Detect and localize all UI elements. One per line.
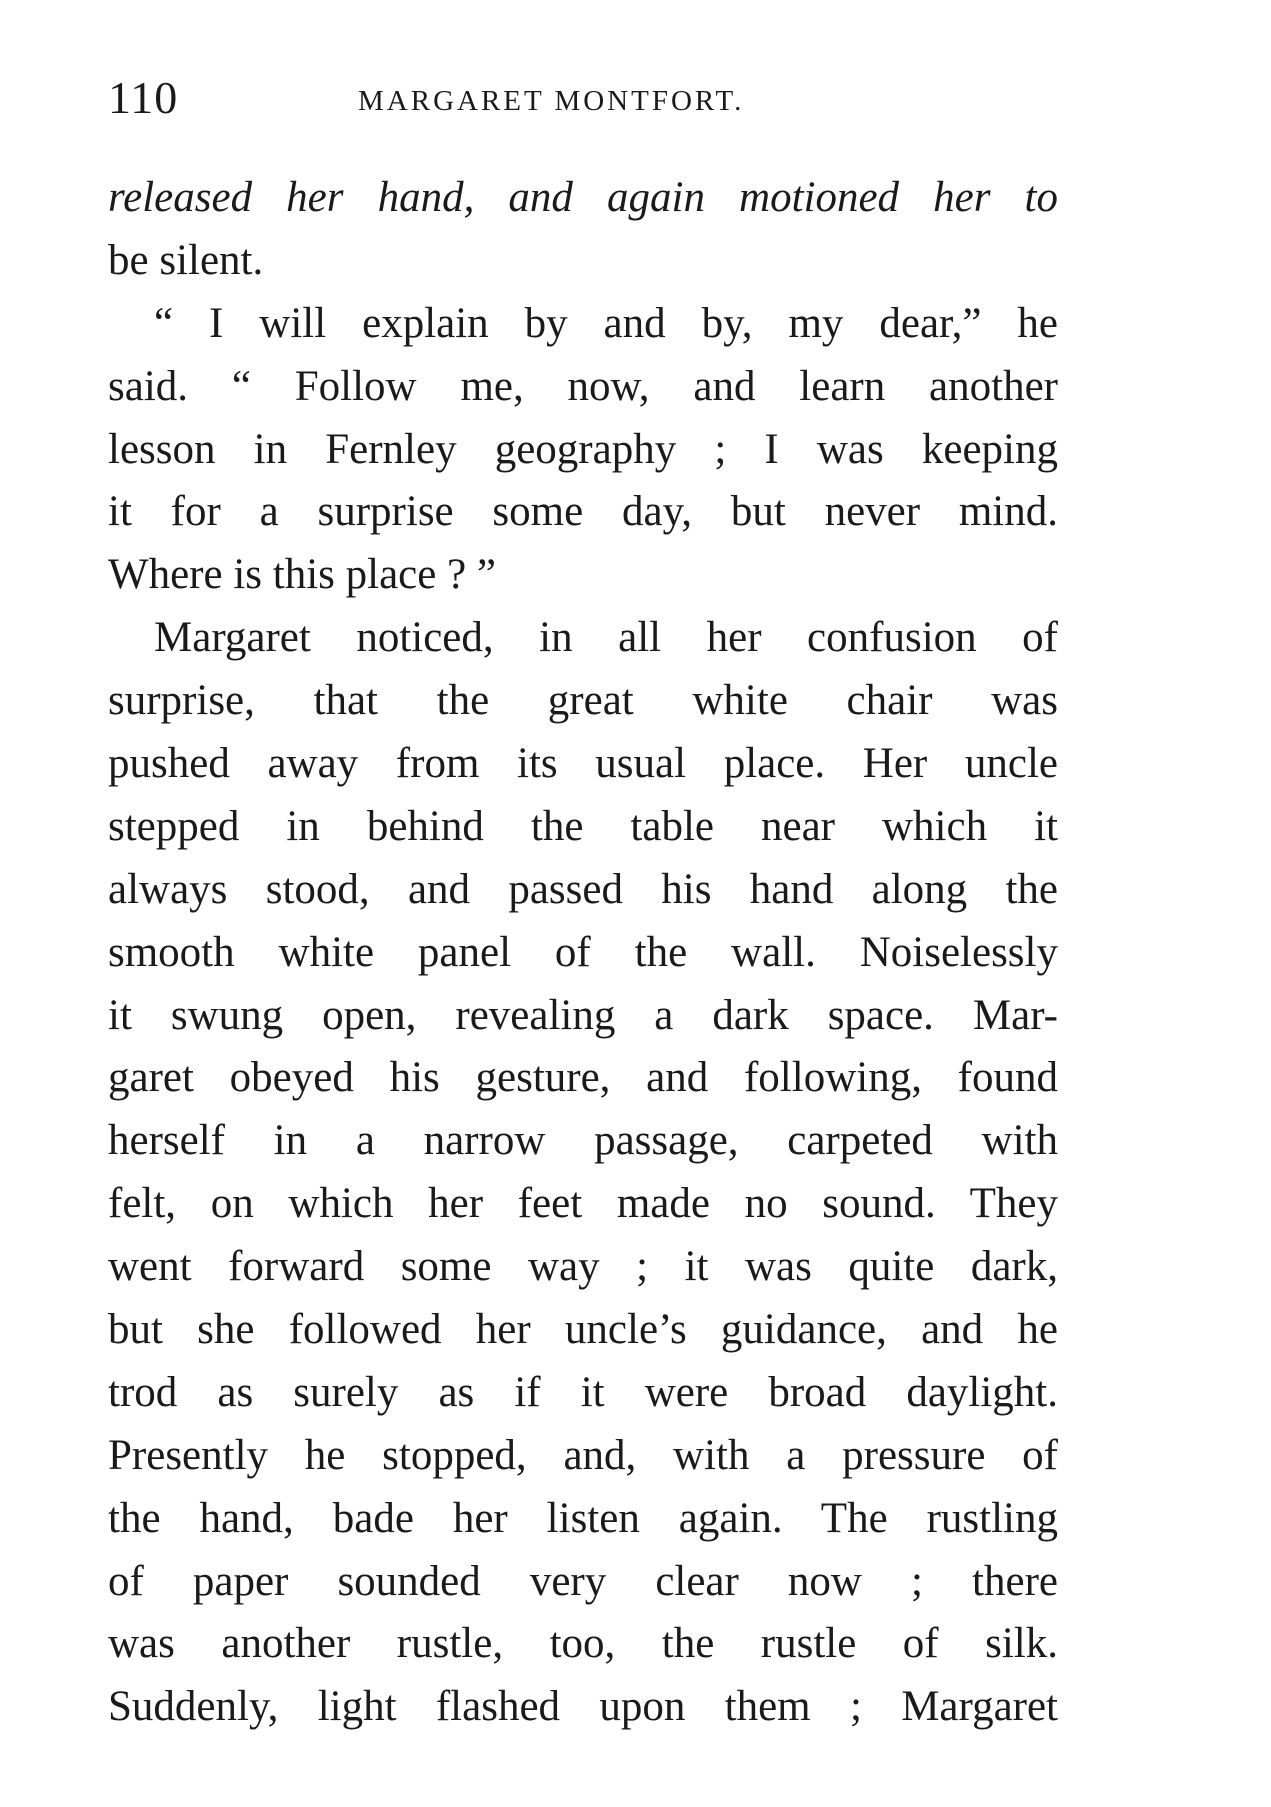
text-line: but she followed her uncle’s guidance, and he [108, 1306, 1058, 1354]
text-line: it swung open, revealing a dark space. Mar- [108, 991, 1058, 1039]
text-line: garet obeyed his gesture, and following, found [108, 1054, 1058, 1102]
text-line: surprise, that the great white chair was [108, 677, 1058, 725]
text-line: “ I will explain by and by, my dear,” he [154, 299, 1058, 347]
text-line: herself in a narrow passage, carpeted with [108, 1117, 1058, 1165]
text-line: smooth white panel of the wall. Noiselessly [108, 928, 1058, 976]
text-line: it for a surprise some day, but never mind. [108, 488, 1058, 536]
text-line: said. “ Follow me, now, and learn another [108, 362, 1058, 410]
text-line: be silent. [108, 236, 264, 284]
text-line: felt, on which her feet made no sound. They [108, 1180, 1058, 1228]
text-line: released her hand, and again motioned her to [108, 174, 1058, 221]
text-line: lesson in Fernley geography ; I was keeping [108, 425, 1058, 473]
running-head: MARGARET MONTFORT. [358, 85, 745, 117]
text-line: stepped in behind the table near which it [108, 802, 1058, 850]
text-line: Margaret noticed, in all her confusion of [154, 614, 1058, 662]
body-text [108, 167, 1058, 1739]
text-line: pushed away from its usual place. Her uncle [108, 740, 1058, 788]
text-line: was another rustle, too, the rustle of silk. [108, 1620, 1058, 1668]
text-line: trod as surely as if it were broad daylight. [108, 1368, 1058, 1416]
text-line: the hand, bade her listen again. The rustling [108, 1494, 1058, 1542]
text-line: always stood, and passed his hand along the [108, 865, 1058, 913]
page-number: 110 [108, 72, 179, 123]
text-line: Where is this place ? ” [108, 551, 497, 599]
text-line: went forward some way ; it was quite dark, [108, 1243, 1058, 1291]
text-line: of paper sounded very clear now ; there [108, 1557, 1058, 1605]
text-line: Suddenly, light flashed upon them ; Margaret [108, 1683, 1058, 1731]
text-line: Presently he stopped, and, with a pressure of [108, 1431, 1058, 1479]
page-header [108, 68, 1058, 128]
